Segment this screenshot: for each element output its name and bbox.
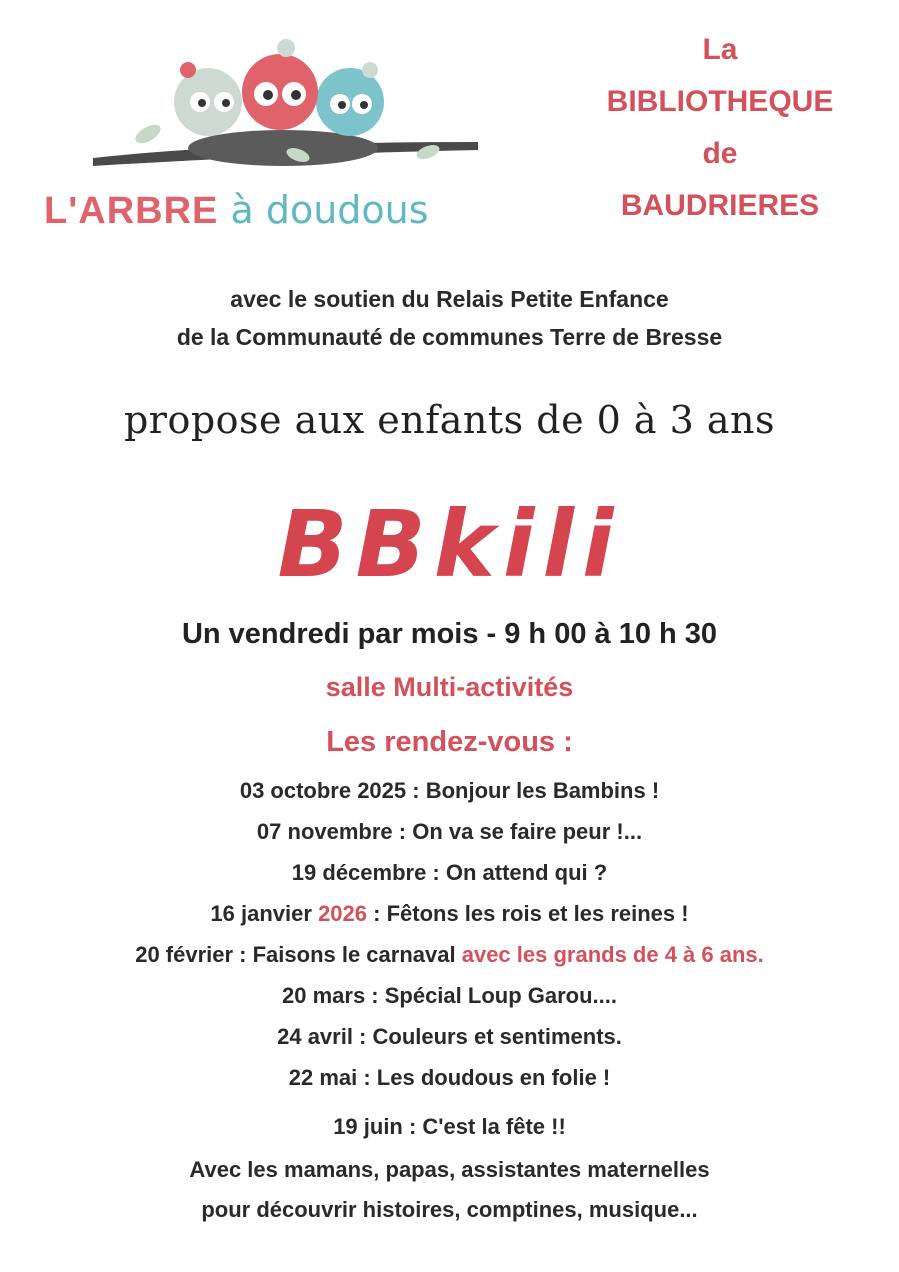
list-item (0, 852, 899, 893)
library-heading (560, 24, 880, 232)
leaf-shape (132, 121, 163, 147)
event-text: 19 décembre : On attend qui ? (291, 860, 608, 885)
room-text: salle Multi-activités (325, 672, 574, 702)
list-item (0, 934, 899, 975)
event-highlight: 2026 (318, 901, 368, 926)
event-highlight: avec les grands de 4 à 6 ans. (461, 942, 764, 967)
list-item (0, 893, 899, 934)
red-bird (242, 39, 318, 130)
logo-wordmark (44, 185, 429, 236)
logo-text-doudous: doudous (265, 188, 429, 232)
footer-line-2: pour découvrir histoires, comptines, musique... (201, 1197, 698, 1222)
event-name-title: BBkili (277, 491, 622, 598)
grey-bird (174, 62, 242, 136)
list-item (0, 1016, 899, 1057)
event-text: 07 novembre : On va se faire peur !... (256, 819, 643, 844)
teal-bird (316, 62, 384, 136)
event-text: 24 avril : Couleurs et sentiments. (277, 1024, 622, 1049)
library-line-4: BAUDRIERES (620, 189, 820, 222)
support-text (0, 280, 899, 356)
schedule-text: Un vendredi par mois - 9 h 00 à 10 h 30 (181, 618, 718, 650)
event-text-after: : Fêtons les rois et les reines ! (367, 901, 689, 926)
event-text: 22 mai : Les doudous en folie ! (288, 1065, 611, 1090)
event-text: 20 mars : Spécial Loup Garou.... (282, 983, 617, 1008)
logo-text-a: à (218, 188, 266, 232)
events-list (0, 770, 899, 1147)
list-item (0, 770, 899, 811)
event-text: 20 février : Faisons le carnaval (135, 942, 462, 967)
rendezvous-title: Les rendez-vous : (326, 726, 573, 758)
library-line-3: de (702, 137, 738, 170)
footer-text (0, 1150, 899, 1230)
logo-text-arbre: L'ARBRE (44, 190, 219, 232)
library-line-2: BIBLIOTHEQUE (606, 85, 834, 118)
support-line-1: avec le soutien du Relais Petite Enfance (230, 286, 669, 312)
event-text: 19 juin : C'est la fête !! (333, 1114, 566, 1139)
proposal-text: propose aux enfants de 0 à 3 ans (123, 398, 776, 442)
event-text: 03 octobre 2025 : Bonjour les Bambins ! (239, 778, 660, 803)
event-text: 16 janvier (210, 901, 319, 926)
list-item (0, 1057, 899, 1098)
list-item (0, 811, 899, 852)
library-line-1: La (702, 33, 738, 66)
support-line-2: de la Communauté de communes Terre de Bresse (176, 324, 723, 350)
logo-birds-illustration (88, 30, 488, 170)
footer-line-1: Avec les mamans, papas, assistantes maternelles (189, 1157, 710, 1182)
list-item (0, 975, 899, 1016)
list-item (0, 1106, 899, 1147)
